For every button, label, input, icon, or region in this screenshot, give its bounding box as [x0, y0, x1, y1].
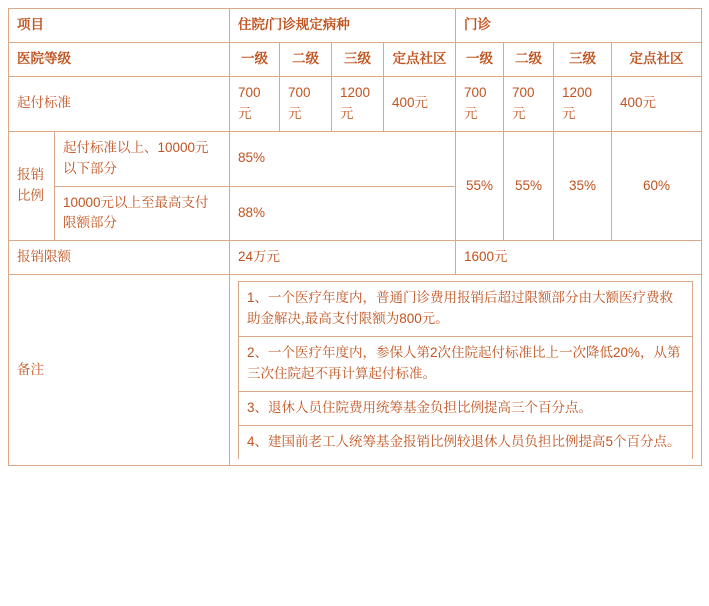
- header-item-label: 项目: [9, 9, 230, 43]
- benefit-table-container: [8, 8, 703, 466]
- deductible-inpatient-1: 700元: [230, 76, 280, 131]
- ratio-outpatient-3: 35%: [554, 131, 612, 241]
- table-header-row-groups: [9, 9, 702, 43]
- header-level-outpatient-4: 定点社区: [612, 42, 702, 76]
- header-level-inpatient-1: 一级: [230, 42, 280, 76]
- table-row-limit: [9, 241, 702, 275]
- row-label-remarks: 备注: [9, 275, 230, 466]
- ratio-outpatient-1: 55%: [456, 131, 504, 241]
- remark-item-2: 2、一个医疗年度内，参保人第2次住院起付标准比上一次降低20%，从第三次住院起不再计算起付标准。: [239, 337, 693, 392]
- remark-item-3: 3、退休人员住院费用统筹基金负担比例提高三个百分点。: [239, 391, 693, 425]
- remark-row: [239, 425, 693, 458]
- deductible-inpatient-2: 700元: [280, 76, 332, 131]
- remarks-list: [238, 281, 693, 459]
- row-label-limit: 报销限额: [9, 241, 230, 275]
- table-row-ratio-first: [9, 131, 702, 186]
- deductible-inpatient-4: 400元: [384, 76, 456, 131]
- header-level-inpatient-3: 三级: [332, 42, 384, 76]
- remark-row: [239, 391, 693, 425]
- deductible-outpatient-1: 700元: [456, 76, 504, 131]
- deductible-outpatient-4: 400元: [612, 76, 702, 131]
- header-level-outpatient-2: 二级: [504, 42, 554, 76]
- row-label-ratio: 报销比例: [9, 131, 55, 241]
- header-level-inpatient-4: 定点社区: [384, 42, 456, 76]
- row-label-deductible: 起付标准: [9, 76, 230, 131]
- remark-item-4: 4、建国前老工人统筹基金报销比例较退休人员负担比例提高5个百分点。: [239, 425, 693, 458]
- remark-item-1: 1、一个医疗年度内，普通门诊费用报销后超过限额部分由大额医疗费救助金解决,最高支付限额为800元。: [239, 282, 693, 337]
- limit-inpatient: 24万元: [230, 241, 456, 275]
- header-group-inpatient: 住院/门诊规定病种: [230, 9, 456, 43]
- header-level-outpatient-1: 一级: [456, 42, 504, 76]
- medical-insurance-benefit-table: [8, 8, 702, 466]
- ratio-outpatient-2: 55%: [504, 131, 554, 241]
- ratio-inpatient-value-1: 85%: [230, 131, 456, 186]
- limit-outpatient: 1600元: [456, 241, 702, 275]
- deductible-outpatient-2: 700元: [504, 76, 554, 131]
- remark-row: [239, 337, 693, 392]
- table-row-deductible: [9, 76, 702, 131]
- deductible-inpatient-3: 1200元: [332, 76, 384, 131]
- ratio-sub-label-2: 10000元以上至最高支付限额部分: [55, 186, 230, 241]
- remark-row: [239, 282, 693, 337]
- header-group-outpatient: 门诊: [456, 9, 702, 43]
- remarks-cell: [230, 275, 702, 466]
- table-row-remarks: [9, 275, 702, 466]
- deductible-outpatient-3: 1200元: [554, 76, 612, 131]
- ratio-sub-label-1: 起付标准以上、10000元以下部分: [55, 131, 230, 186]
- ratio-outpatient-4: 60%: [612, 131, 702, 241]
- header-level-inpatient-2: 二级: [280, 42, 332, 76]
- header-level-outpatient-3: 三级: [554, 42, 612, 76]
- header-hospital-level-label: 医院等级: [9, 42, 230, 76]
- table-header-row-levels: [9, 42, 702, 76]
- ratio-inpatient-value-2: 88%: [230, 186, 456, 241]
